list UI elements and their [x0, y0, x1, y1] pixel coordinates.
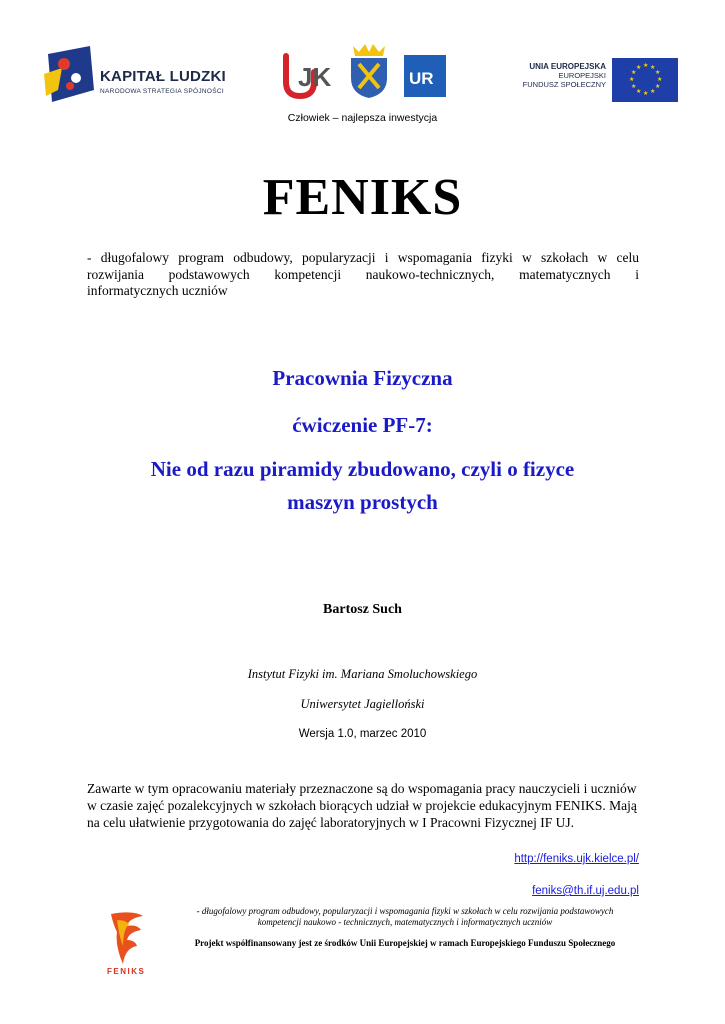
feniks-flame-icon	[107, 910, 147, 966]
eu-flag-icon	[612, 58, 678, 102]
eu-fund-text	[490, 62, 606, 89]
eu-flag	[612, 58, 678, 107]
svg-text:UR: UR	[409, 69, 434, 88]
svg-text:★: ★	[657, 76, 663, 83]
university-logo-icon	[404, 55, 446, 97]
footer-funding: Projekt współfinansowany jest ze środków Unii Europejskiej w ramach Europejskiego Funduszu Społecznego	[194, 938, 616, 948]
description-line: rozwijania podstawowych kompetencji naukowo-technicznych, matematycznych i	[87, 266, 639, 282]
feniks-footer-logo	[97, 910, 163, 978]
svg-text:★: ★	[643, 62, 649, 69]
description-line: informatycznych uczniów	[87, 283, 228, 298]
exercise-number: ćwiczenie PF-7:	[292, 413, 433, 437]
email-link[interactable]: feniks@th.if.uj.edu.pl	[532, 885, 639, 897]
svg-text:★: ★	[636, 88, 642, 95]
tagline: Człowiek – najlepsza inwestycja	[287, 112, 438, 124]
kapital-ludzki-title: KAPITAŁ LUDZKI	[100, 68, 226, 85]
topic-line-2: maszyn prostych	[287, 490, 438, 514]
kapital-ludzki-logo	[42, 44, 252, 106]
uj-crest	[345, 42, 393, 105]
svg-text:★: ★	[655, 69, 661, 76]
topic-line-1: Nie od razu piramidy zbudowano, czyli o fizyce	[150, 457, 575, 481]
description-line: - długofalowy program odbudowy, popularyzacji i wspomagania fizyki w szkołach w celu	[87, 250, 639, 265]
footer-program-text	[165, 906, 645, 928]
university: Uniwersytet Jagielloński	[300, 697, 425, 711]
svg-text:★: ★	[655, 83, 661, 90]
version: Wersja 1.0, marzec 2010	[298, 728, 427, 740]
eu-line1: UNIA EUROPEJSKA	[529, 62, 606, 71]
eu-line2: EUROPEJSKI	[558, 71, 606, 80]
svg-text:★: ★	[631, 69, 637, 76]
svg-text:★: ★	[643, 90, 649, 97]
svg-text:★: ★	[629, 76, 635, 83]
svg-text:JK: JK	[298, 62, 332, 92]
kapital-ludzki-emblem-icon	[42, 44, 96, 106]
website-link[interactable]: http://feniks.ujk.kielce.pl/	[514, 853, 639, 865]
ujk-logo	[280, 52, 338, 105]
author: Bartosz Such	[323, 602, 402, 617]
university-logo	[404, 55, 446, 102]
page-title: FENIKS	[262, 169, 463, 226]
ujk-logo-icon	[280, 52, 338, 100]
footer-line-1: - długofalowy program odbudowy, popularyzacji i wspomagania fizyki w szkołach w celu rozwijania podstawowych	[196, 906, 614, 916]
svg-text:★: ★	[636, 64, 642, 71]
program-description	[87, 250, 639, 300]
institute: Instytut Fizyki im. Mariana Smoluchowskiego	[247, 667, 478, 681]
svg-text:★: ★	[631, 83, 637, 90]
lab-name: Pracownia Fizyczna	[272, 366, 453, 390]
kapital-ludzki-subtitle: NARODOWA STRATEGIA SPÓJNOŚCI	[100, 88, 224, 95]
svg-text:★: ★	[650, 64, 656, 71]
svg-text:★: ★	[650, 88, 656, 95]
uj-crest-icon	[345, 42, 393, 100]
footer-line-2: kompetencji naukowo - technicznych, matematycznych i informatycznych uczniów	[257, 917, 553, 927]
eu-line3: FUNDUSZ SPOŁECZNY	[522, 80, 606, 89]
body-paragraph: Zawarte w tym opracowaniu materiały przeznaczone są do wspomagania pracy nauczycieli i uczniów w czasie zajęć pozalekcyjnych w szkołach biorących udział w projekcie edukacyjnym FENIKS. Mają na celu ułatwienie przygotowania do zajęć laboratoryjnych w I Pracowni Fizycznej IF UJ.	[87, 781, 637, 830]
feniks-logo-word: FENIKS	[107, 967, 146, 976]
